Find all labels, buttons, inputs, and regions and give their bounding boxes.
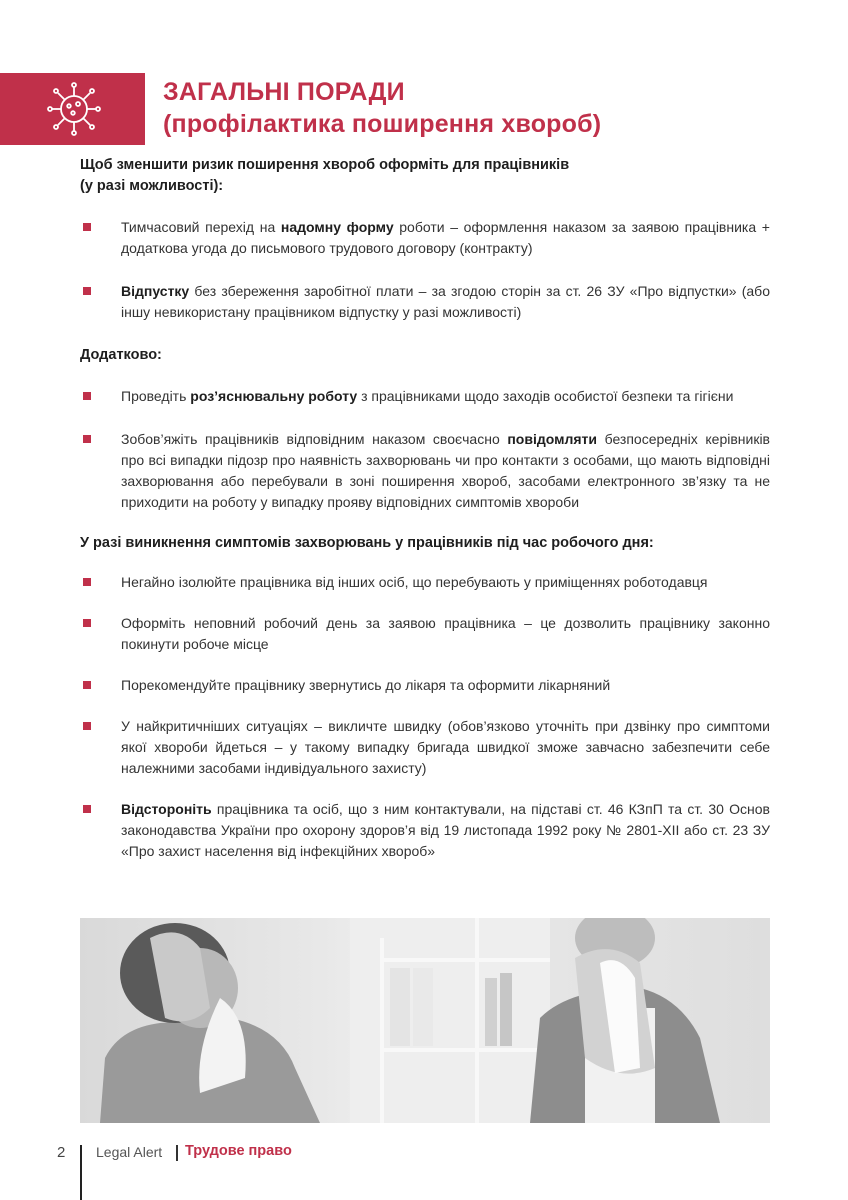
heading-line: Додатково: [80,347,162,363]
illustration-photo [80,918,770,1123]
heading-line: Щоб зменшити ризик поширення хвороб оформіть для працівників [80,157,570,173]
item-text: працівника та осіб, що з ним контактували, на підставі ст. 46 КЗпП та ст. 30 Основ законодавства України про охорону здоров’я від 19 листопада 1992 року № 2801-XII або ст. 23 ЗУ «Про захист населення від інфекційних хвороб» [121,801,770,859]
list-item [80,386,770,407]
item-text: з працівниками щодо заходів особистої безпеки та гігієни [357,388,734,404]
content [80,155,770,862]
bullet-icon [83,287,91,295]
bullet-icon [83,722,91,730]
title-line-2: (профілактика поширення хвороб) [163,110,602,138]
header-banner [0,73,145,145]
section-name: Трудове право [185,1143,292,1159]
bold-text: надомну форму [280,219,394,235]
item-text: У найкритичніших ситуаціях – викличте швидку (обов’язково уточніть при дзвінку про симптоми якої хвороби йдеться – у такому випадку бригада швидкої зможе завчасно забезпечити себе належними засобами індивідуального захисту) [121,718,770,776]
heading-line: (у разі можливості): [80,178,224,194]
list-item [80,716,770,779]
item-text: роботи – оформлення наказом за заявою працівника + додаткова угода до письмового трудового договору (контракту) [121,219,770,256]
sick-people-illustration [80,918,770,1123]
list-item [80,217,770,259]
title-line-1: ЗАГАЛЬНІ ПОРАДИ [163,78,405,106]
item-text: Проведіть [121,388,191,404]
list-item [80,281,770,323]
item-text: Зобов’яжіть працівників відповідним наказом своєчасно [121,431,508,447]
bullet-icon [83,223,91,231]
section-heading [80,533,770,554]
footer-separator [176,1145,178,1161]
item-text: Негайно ізолюйте працівника від інших осіб, що перебувають у приміщеннях роботодавця [121,574,708,590]
bullet-icon [83,435,91,443]
page-title [163,76,601,140]
bold-text: повідомляти [507,431,597,447]
heading-line: У разі виникнення симптомів захворювань у працівників під час робочого дня: [80,535,654,551]
item-text: безпосередніх керівників про всі випадки підозр про наявність захворювань чи про контакти з особами, що мають відповідні захворювання або перебували в зоні поширення хвороб, засобами електронного зв’язку та не приходити на роботу у випадку прояву відповідних симптомів хвороби [121,431,770,510]
bold-text: роз’яснювальну роботу [190,388,358,404]
bullet-icon [83,392,91,400]
bold-text: Відпустку [121,283,190,299]
list-item [80,613,770,655]
bullet-icon [83,805,91,813]
list-item [80,675,770,696]
brand-name: Legal Alert [96,1144,163,1160]
list-item [80,799,770,862]
section-heading [80,345,770,366]
item-text: без збереження заробітної плати – за згодою сторін за ст. 26 ЗУ «Про відпустки» (або іншу невикористану працівником відпустку у разі можливості) [121,283,770,320]
virus-icon [43,78,105,140]
bullet-icon [83,681,91,689]
bold-text: Відстороніть [121,801,212,817]
section-heading [80,155,770,197]
bullet-icon [83,619,91,627]
item-text: Оформіть неповний робочий день за заявою працівника – це дозволить працівнику законно покинути робоче місце [121,615,770,652]
bullet-icon [83,578,91,586]
page-number: 2 [57,1144,66,1161]
footer-divider [80,1145,82,1200]
list-item [80,429,770,513]
item-text: Тимчасовий перехід на [121,219,281,235]
list-item [80,572,770,593]
item-text: Порекомендуйте працівнику звернутись до лікаря та оформити лікарняний [121,677,611,693]
